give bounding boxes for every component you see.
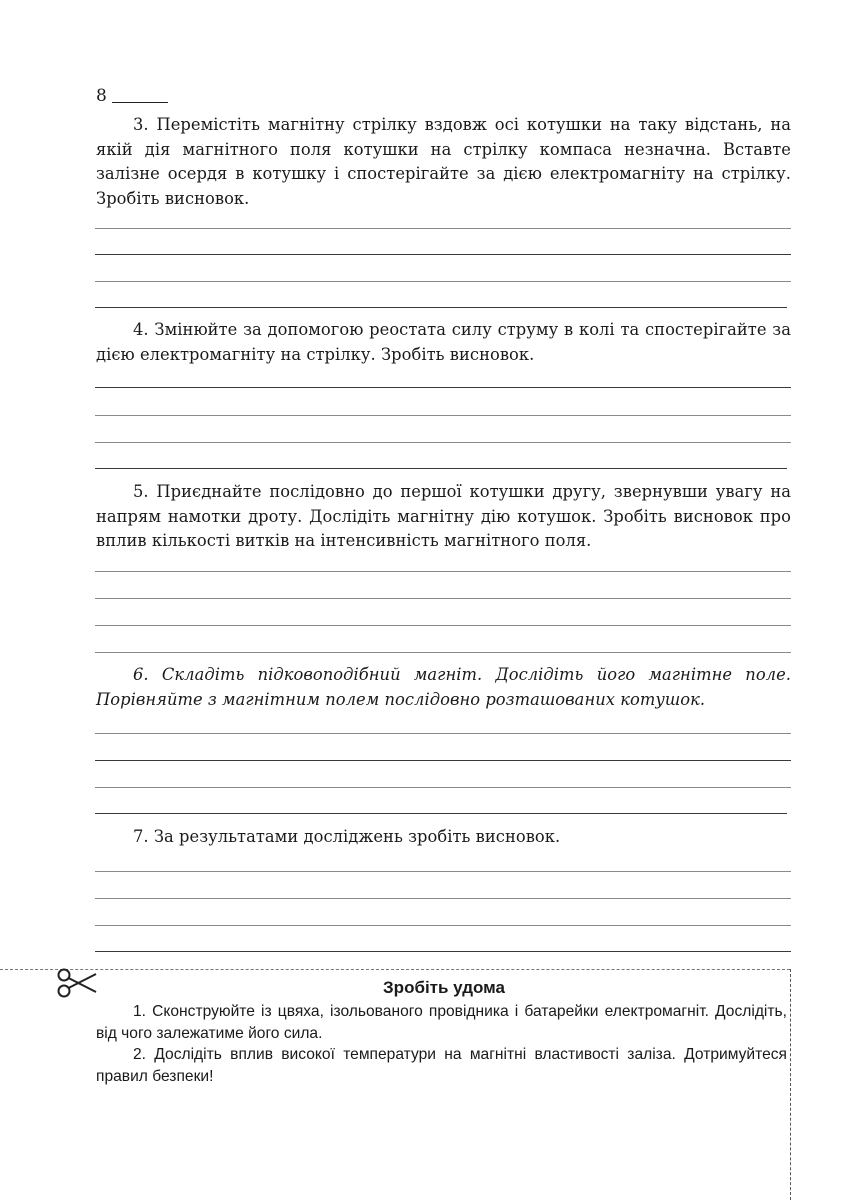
cut-line-vertical (790, 969, 791, 1200)
answer-line (95, 254, 791, 255)
answer-line (95, 733, 791, 734)
answer-line (95, 813, 787, 814)
homework-item-1: 1. Сконструюйте із цвяха, ізольованого провідника і батарейки електромагніт. Дослідіть, від чого залежатиме його сила. (96, 1003, 787, 1042)
answer-line (95, 468, 787, 469)
answer-line (95, 898, 791, 899)
task-4-text: 4. Змінюйте за допомогою реостата силу струму в колі та спостерігайте за дією електромагніту на стрілку. Зробіть висновок. (96, 320, 791, 364)
answer-line (95, 951, 791, 952)
answer-line (95, 871, 791, 872)
answer-line (95, 760, 791, 761)
page-number-rule (112, 102, 168, 103)
answer-line (95, 228, 791, 229)
answer-line (95, 571, 791, 572)
answer-line (95, 415, 791, 416)
answer-line (95, 387, 791, 388)
answer-line (95, 787, 791, 788)
scissors-icon (56, 966, 98, 1000)
answer-line (95, 442, 791, 443)
page-number: 8 (96, 86, 107, 106)
task-7-text: 7. За результатами досліджень зробіть висновок. (133, 827, 561, 846)
answer-line (95, 307, 787, 308)
task-6-text: 6. Складіть підковоподібний магніт. Дослідіть його магнітне поле. Порівняйте з магнітним полем послідовно розташованих котушок. (96, 665, 791, 709)
answer-line (95, 925, 791, 926)
answer-line (95, 598, 791, 599)
answer-line (95, 281, 791, 282)
answer-line (95, 652, 791, 653)
homework-item-2: 2. Дослідіть вплив високої температури на магнітні властивості заліза. Дотримуйтеся правил безпеки! (96, 1046, 787, 1085)
task-5-text: 5. Приєднайте послідовно до першої котушки другу, звернувши увагу на напрям намотки дроту. Дослідіть магнітну дію котушок. Зробіть висновок про вплив кількості витків на інтенсивність магнітного поля. (96, 482, 791, 550)
task-3-text: 3. Перемістіть магнітну стрілку вздовж осі котушки на таку відстань, на якій дія магнітного поля котушки на стрілку компаса незначна. Вставте залізне осердя в котушку і спостерігайте за дією електромагніту на стрілку. Зробіть висновок. (96, 115, 791, 208)
homework-title: Зробіть удома (383, 978, 505, 997)
answer-line (95, 625, 791, 626)
cut-line (0, 969, 790, 970)
